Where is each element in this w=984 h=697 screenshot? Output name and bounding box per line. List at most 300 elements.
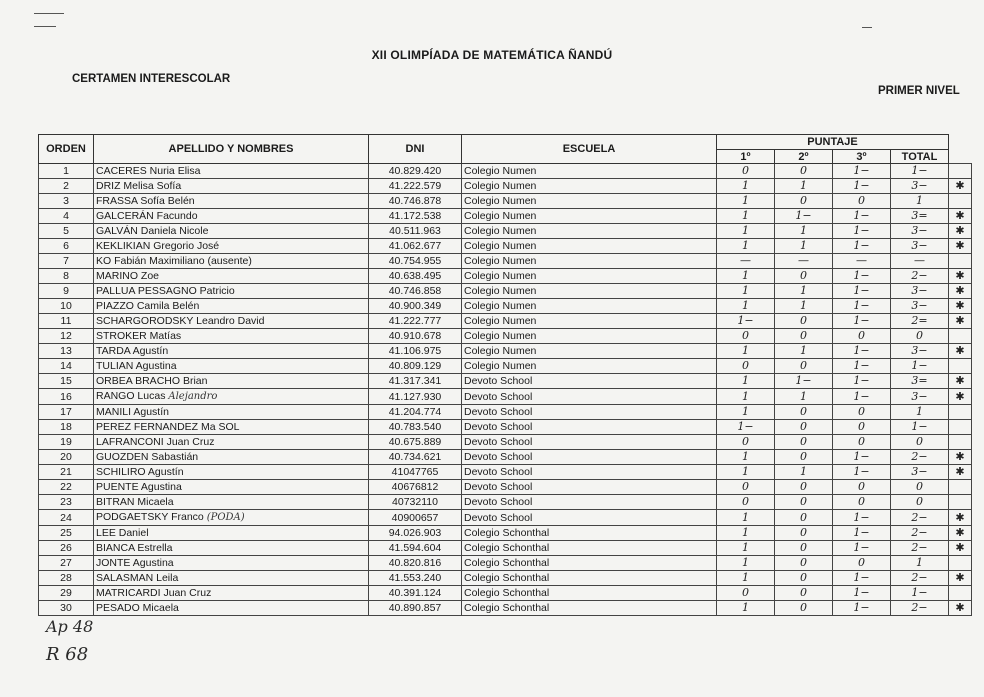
row-escuela: Colegio Numen (462, 314, 717, 329)
row-nombre: KO Fabián Maximiliano (ausente) (94, 254, 369, 269)
row-score-total: 2− (891, 541, 949, 556)
table-row (39, 450, 972, 465)
row-orden: 10 (39, 299, 94, 314)
row-score-p2: 1 (775, 299, 833, 314)
row-orden: 5 (39, 224, 94, 239)
scan-mark (34, 13, 64, 14)
row-score-p2: 0 (775, 269, 833, 284)
table-row (39, 194, 972, 209)
row-orden: 16 (39, 389, 94, 405)
row-score-p2: 1 (775, 389, 833, 405)
row-score-p1: 0 (717, 164, 775, 179)
level-label: PRIMER NIVEL (878, 85, 960, 97)
row-score-p2: 0 (775, 420, 833, 435)
row-escuela: Colegio Schonthal (462, 541, 717, 556)
row-score-total: 2− (891, 269, 949, 284)
row-margin-mark: ✱ (949, 389, 972, 405)
row-nombre: FRASSA Sofía Belén (94, 194, 369, 209)
row-score-p1: 0 (717, 480, 775, 495)
row-nombre: TARDA Agustín (94, 344, 369, 359)
scan-mark (862, 27, 872, 28)
row-score-total: 3= (891, 209, 949, 224)
table-row (39, 389, 972, 405)
col-puntaje-header: PUNTAJE (717, 135, 949, 150)
row-score-p1: 1 (717, 374, 775, 389)
row-score-p1: 0 (717, 586, 775, 601)
row-score-total: — (891, 254, 949, 269)
row-orden: 4 (39, 209, 94, 224)
row-score-p2: 0 (775, 510, 833, 526)
table-row (39, 420, 972, 435)
row-score-p3: 1− (833, 239, 891, 254)
contest-name: CERTAMEN INTERESCOLAR (72, 73, 231, 85)
row-dni: 40.783.540 (369, 420, 462, 435)
table-row (39, 374, 972, 389)
row-orden: 7 (39, 254, 94, 269)
row-score-p1: 1 (717, 450, 775, 465)
row-escuela: Colegio Numen (462, 269, 717, 284)
row-score-p3: 1− (833, 359, 891, 374)
table-row (39, 480, 972, 495)
row-nombre: SALASMAN Leila (94, 571, 369, 586)
row-orden: 28 (39, 571, 94, 586)
table-row (39, 329, 972, 344)
row-escuela: Devoto School (462, 465, 717, 480)
col-escuela-header: ESCUELA (462, 135, 717, 164)
row-score-p2: 1− (775, 209, 833, 224)
row-nombre: MARINO Zoe (94, 269, 369, 284)
row-score-p1: 1 (717, 194, 775, 209)
row-score-p3: 0 (833, 556, 891, 571)
row-nombre: LAFRANCONI Juan Cruz (94, 435, 369, 450)
row-score-p2: — (775, 254, 833, 269)
row-dni: 40.746.878 (369, 194, 462, 209)
row-escuela: Colegio Numen (462, 299, 717, 314)
row-score-p3: 1− (833, 344, 891, 359)
row-dni: 40900657 (369, 510, 462, 526)
row-nombre: PALLUA PESSAGNO Patricio (94, 284, 369, 299)
row-score-p3: 1− (833, 465, 891, 480)
row-score-p2: 1− (775, 374, 833, 389)
row-escuela: Colegio Numen (462, 164, 717, 179)
scores-table (38, 134, 972, 616)
col-p1-header: 1º (717, 150, 775, 164)
row-score-p1: 1− (717, 314, 775, 329)
col-p3-header: 3º (833, 150, 891, 164)
row-escuela: Colegio Numen (462, 284, 717, 299)
row-score-total: 2− (891, 571, 949, 586)
row-escuela: Devoto School (462, 510, 717, 526)
col-total-header: TOTAL (891, 150, 949, 164)
row-orden: 2 (39, 179, 94, 194)
row-score-p3: 1− (833, 374, 891, 389)
row-score-total: 0 (891, 480, 949, 495)
handwritten-annotation: (PODA) (206, 512, 245, 523)
row-dni: 40732110 (369, 495, 462, 510)
row-escuela: Colegio Schonthal (462, 556, 717, 571)
row-score-p3: 0 (833, 194, 891, 209)
row-score-total: 3= (891, 374, 949, 389)
row-escuela: Colegio Numen (462, 194, 717, 209)
row-orden: 17 (39, 405, 94, 420)
row-dni: 40.391.124 (369, 586, 462, 601)
row-escuela: Colegio Numen (462, 224, 717, 239)
row-score-p1: 1 (717, 541, 775, 556)
table-row (39, 164, 972, 179)
row-dni: 40.900.349 (369, 299, 462, 314)
scan-mark (34, 26, 56, 27)
row-escuela: Colegio Numen (462, 329, 717, 344)
row-orden: 25 (39, 526, 94, 541)
row-score-total: 0 (891, 329, 949, 344)
row-orden: 23 (39, 495, 94, 510)
row-score-p1: — (717, 254, 775, 269)
row-margin-mark: ✱ (949, 344, 972, 359)
row-nombre: PEREZ FERNANDEZ Ma SOL (94, 420, 369, 435)
col-p2-header: 2º (775, 150, 833, 164)
row-score-p2: 0 (775, 450, 833, 465)
row-dni: 40.890.857 (369, 601, 462, 616)
row-score-p1: 1 (717, 299, 775, 314)
table-row (39, 224, 972, 239)
row-escuela: Devoto School (462, 374, 717, 389)
row-margin-mark (949, 435, 972, 450)
table-row (39, 435, 972, 450)
table-row (39, 179, 972, 194)
row-escuela: Devoto School (462, 450, 717, 465)
row-score-p1: 1 (717, 209, 775, 224)
row-dni: 40.829.420 (369, 164, 462, 179)
row-score-total: 1− (891, 586, 949, 601)
row-score-p2: 0 (775, 495, 833, 510)
row-score-p3: 1− (833, 541, 891, 556)
row-score-p2: 0 (775, 571, 833, 586)
row-score-p3: 1− (833, 269, 891, 284)
row-nombre: GUOZDEN Sabastián (94, 450, 369, 465)
row-score-total: 1− (891, 164, 949, 179)
row-score-total: 2− (891, 526, 949, 541)
row-escuela: Devoto School (462, 480, 717, 495)
row-escuela: Devoto School (462, 420, 717, 435)
table-row (39, 586, 972, 601)
row-nombre: DRIZ Melisa Sofía (94, 179, 369, 194)
row-score-total: 2= (891, 314, 949, 329)
row-score-p2: 0 (775, 405, 833, 420)
row-escuela: Devoto School (462, 405, 717, 420)
row-escuela: Colegio Schonthal (462, 601, 717, 616)
row-score-p3: 0 (833, 495, 891, 510)
row-score-p3: 1− (833, 571, 891, 586)
handwritten-note: R 68 (46, 644, 89, 665)
row-dni: 94.026.903 (369, 526, 462, 541)
row-score-p3: 0 (833, 435, 891, 450)
row-nombre: PIAZZO Camila Belén (94, 299, 369, 314)
row-score-total: 0 (891, 495, 949, 510)
row-score-p3: 1− (833, 601, 891, 616)
row-dni: 40.638.495 (369, 269, 462, 284)
row-score-p1: 0 (717, 495, 775, 510)
row-nombre: KEKLIKIAN Gregorio José (94, 239, 369, 254)
row-score-p2: 0 (775, 526, 833, 541)
row-score-total: 2− (891, 510, 949, 526)
row-margin-mark: ✱ (949, 269, 972, 284)
row-margin-mark (949, 359, 972, 374)
row-score-p2: 0 (775, 556, 833, 571)
row-score-p1: 1 (717, 179, 775, 194)
row-score-p2: 0 (775, 435, 833, 450)
row-orden: 29 (39, 586, 94, 601)
table-row (39, 314, 972, 329)
row-nombre (94, 510, 369, 526)
row-orden: 22 (39, 480, 94, 495)
table-row (39, 359, 972, 374)
row-score-total: 3− (891, 389, 949, 405)
row-score-p2: 1 (775, 465, 833, 480)
col-orden-header: ORDEN (39, 135, 94, 164)
row-orden: 20 (39, 450, 94, 465)
handwritten-note: Ap 48 (46, 617, 94, 636)
row-score-total: 1− (891, 359, 949, 374)
row-score-p3: 1− (833, 209, 891, 224)
row-score-p1: 1− (717, 420, 775, 435)
row-dni: 41.062.677 (369, 239, 462, 254)
row-score-total: 3− (891, 224, 949, 239)
row-score-p2: 1 (775, 239, 833, 254)
row-escuela: Devoto School (462, 435, 717, 450)
row-margin-mark: ✱ (949, 179, 972, 194)
row-score-total: 0 (891, 435, 949, 450)
row-score-p2: 0 (775, 164, 833, 179)
table-row (39, 254, 972, 269)
row-orden: 24 (39, 510, 94, 526)
row-orden: 9 (39, 284, 94, 299)
row-margin-mark: ✱ (949, 601, 972, 616)
row-score-p3: 0 (833, 480, 891, 495)
row-nombre: BITRAN Micaela (94, 495, 369, 510)
table-row (39, 344, 972, 359)
row-dni: 41047765 (369, 465, 462, 480)
row-score-p1: 1 (717, 224, 775, 239)
row-margin-mark: ✱ (949, 510, 972, 526)
row-score-p2: 1 (775, 179, 833, 194)
row-escuela: Colegio Schonthal (462, 586, 717, 601)
row-nombre: GALCERÁN Facundo (94, 209, 369, 224)
row-score-p1: 0 (717, 329, 775, 344)
row-nombre: PESADO Micaela (94, 601, 369, 616)
row-score-total: 3− (891, 299, 949, 314)
row-margin-mark (949, 586, 972, 601)
col-nombre-header: APELLIDO Y NOMBRES (94, 135, 369, 164)
row-score-total: 2− (891, 601, 949, 616)
row-nombre: SCHARGORODSKY Leandro David (94, 314, 369, 329)
row-score-total: 3− (891, 239, 949, 254)
row-escuela: Colegio Numen (462, 344, 717, 359)
table-row (39, 495, 972, 510)
row-score-p2: 0 (775, 541, 833, 556)
row-margin-mark: ✱ (949, 314, 972, 329)
row-margin-mark (949, 329, 972, 344)
row-nombre: LEE Daniel (94, 526, 369, 541)
row-escuela: Devoto School (462, 495, 717, 510)
row-score-p2: 1 (775, 224, 833, 239)
col-dni-header: DNI (369, 135, 462, 164)
row-score-p1: 1 (717, 239, 775, 254)
row-orden: 26 (39, 541, 94, 556)
row-orden: 19 (39, 435, 94, 450)
row-dni: 41.106.975 (369, 344, 462, 359)
row-margin-mark: ✱ (949, 465, 972, 480)
row-margin-mark (949, 254, 972, 269)
row-dni: 41.594.604 (369, 541, 462, 556)
row-score-p3: 1− (833, 299, 891, 314)
row-nombre: TULIAN Agustina (94, 359, 369, 374)
row-score-p2: 1 (775, 344, 833, 359)
page-title: XII OLIMPÍADA DE MATEMÁTICA ÑANDÚ (371, 48, 613, 62)
table-row (39, 541, 972, 556)
row-nombre: MATRICARDI Juan Cruz (94, 586, 369, 601)
row-score-p2: 0 (775, 480, 833, 495)
table-row (39, 601, 972, 616)
row-dni: 40.809.129 (369, 359, 462, 374)
row-score-p3: 1− (833, 586, 891, 601)
row-orden: 1 (39, 164, 94, 179)
table-row (39, 209, 972, 224)
row-margin-mark (949, 556, 972, 571)
row-score-total: 3− (891, 284, 949, 299)
row-dni: 41.317.341 (369, 374, 462, 389)
row-dni: 40676812 (369, 480, 462, 495)
row-escuela: Colegio Numen (462, 359, 717, 374)
table-row (39, 556, 972, 571)
row-score-p3: 0 (833, 329, 891, 344)
row-margin-mark: ✱ (949, 224, 972, 239)
row-margin-mark: ✱ (949, 374, 972, 389)
table-row (39, 510, 972, 526)
table-row (39, 571, 972, 586)
row-score-total: 1 (891, 556, 949, 571)
row-score-p3: 1− (833, 510, 891, 526)
row-score-total: 1 (891, 194, 949, 209)
row-score-p1: 1 (717, 556, 775, 571)
row-orden: 27 (39, 556, 94, 571)
row-nombre: ORBEA BRACHO Brian (94, 374, 369, 389)
row-score-p1: 0 (717, 359, 775, 374)
row-orden: 30 (39, 601, 94, 616)
row-score-p1: 1 (717, 344, 775, 359)
margin-column (949, 135, 972, 164)
row-score-p1: 1 (717, 405, 775, 420)
row-score-p3: 1− (833, 284, 891, 299)
row-margin-mark: ✱ (949, 209, 972, 224)
row-dni: 40.754.955 (369, 254, 462, 269)
row-score-p3: 1− (833, 164, 891, 179)
row-score-p1: 1 (717, 526, 775, 541)
row-score-p1: 1 (717, 510, 775, 526)
table-row (39, 405, 972, 420)
row-margin-mark (949, 420, 972, 435)
row-score-p3: 1− (833, 389, 891, 405)
row-score-total: 3− (891, 465, 949, 480)
row-dni: 40.675.889 (369, 435, 462, 450)
table-row (39, 299, 972, 314)
row-margin-mark (949, 480, 972, 495)
row-margin-mark: ✱ (949, 541, 972, 556)
row-margin-mark (949, 495, 972, 510)
row-margin-mark: ✱ (949, 526, 972, 541)
row-dni: 40.820.816 (369, 556, 462, 571)
row-score-p3: 1− (833, 314, 891, 329)
row-nombre: STROKER Matías (94, 329, 369, 344)
row-score-p2: 0 (775, 359, 833, 374)
row-score-p1: 1 (717, 571, 775, 586)
row-orden: 3 (39, 194, 94, 209)
row-score-total: 2− (891, 450, 949, 465)
row-orden: 18 (39, 420, 94, 435)
row-margin-mark: ✱ (949, 284, 972, 299)
row-score-p2: 1 (775, 284, 833, 299)
table-row (39, 239, 972, 254)
row-score-p3: — (833, 254, 891, 269)
row-orden: 15 (39, 374, 94, 389)
table-body (39, 164, 972, 616)
row-dni: 40.746.858 (369, 284, 462, 299)
row-nombre: BIANCA Estrella (94, 541, 369, 556)
row-orden: 6 (39, 239, 94, 254)
row-escuela: Colegio Numen (462, 239, 717, 254)
row-orden: 12 (39, 329, 94, 344)
row-nombre: PUENTE Agustina (94, 480, 369, 495)
row-dni: 41.172.538 (369, 209, 462, 224)
row-nombre (94, 389, 369, 405)
row-nombre: CACERES Nuria Elisa (94, 164, 369, 179)
row-nombre: MANILI Agustín (94, 405, 369, 420)
row-score-p3: 1− (833, 179, 891, 194)
row-escuela: Devoto School (462, 389, 717, 405)
row-orden: 8 (39, 269, 94, 284)
row-dni: 41.222.579 (369, 179, 462, 194)
row-score-p2: 0 (775, 586, 833, 601)
row-orden: 21 (39, 465, 94, 480)
row-score-p1: 1 (717, 269, 775, 284)
row-dni: 40.734.621 (369, 450, 462, 465)
row-score-p3: 1− (833, 526, 891, 541)
row-score-p2: 0 (775, 194, 833, 209)
row-score-p3: 0 (833, 420, 891, 435)
student-name: RANGO Lucas (96, 390, 166, 402)
row-dni: 41.204.774 (369, 405, 462, 420)
row-score-total: 1− (891, 420, 949, 435)
row-score-p3: 1− (833, 450, 891, 465)
handwritten-annotation: Alejandro (168, 391, 218, 402)
table-row (39, 526, 972, 541)
row-score-p3: 1− (833, 224, 891, 239)
row-margin-mark: ✱ (949, 450, 972, 465)
row-margin-mark: ✱ (949, 571, 972, 586)
row-score-total: 3− (891, 344, 949, 359)
row-dni: 40.910.678 (369, 329, 462, 344)
row-escuela: Colegio Numen (462, 209, 717, 224)
row-score-p1: 1 (717, 465, 775, 480)
table-row (39, 269, 972, 284)
row-escuela: Colegio Schonthal (462, 526, 717, 541)
row-dni: 41.222.777 (369, 314, 462, 329)
row-dni: 40.511.963 (369, 224, 462, 239)
table-row (39, 465, 972, 480)
row-nombre: GALVÁN Daniela Nicole (94, 224, 369, 239)
row-escuela: Colegio Schonthal (462, 571, 717, 586)
row-orden: 14 (39, 359, 94, 374)
row-dni: 41.553.240 (369, 571, 462, 586)
